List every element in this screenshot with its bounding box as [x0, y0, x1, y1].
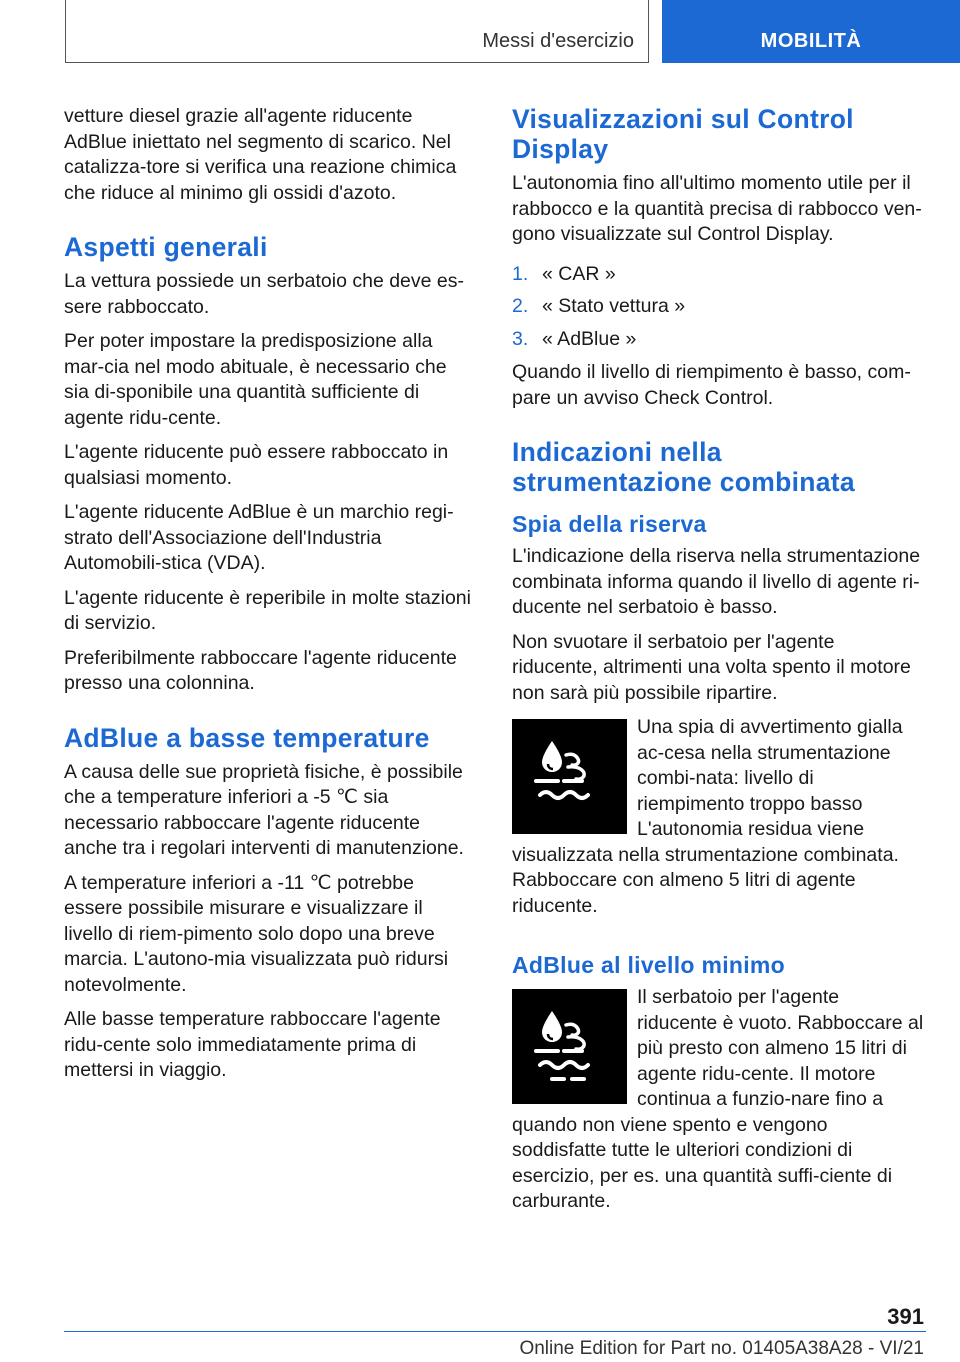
list-item [512, 262, 924, 288]
low-temperature-paragraph-3: Alle basse temperature rabboccare l'agente ridu-cente solo immediatamente prima di mettersi in viaggio. [64, 1008, 441, 1081]
general-paragraph-5: L'agente riducente è reperibile in molte stazioni di servizio. [64, 586, 471, 634]
step-number: 1. [512, 262, 529, 285]
general-paragraph-1: La vettura possiede un serbatoio che deve es-sere rabboccato. [64, 270, 465, 318]
step-text: « Stato vettura » [542, 295, 686, 317]
adblue-minimum-heading: AdBlue al livello minimo [512, 952, 786, 978]
footer-divider [64, 1331, 926, 1332]
general-heading: Aspetti generali [64, 232, 268, 262]
general-paragraph-6: Preferibilmente rabboccare l'agente riducente presso una colonnina. [64, 646, 457, 694]
adblue-empty-warning-icon [512, 989, 627, 1104]
general-paragraph-3: L'agente riducente può essere rabboccato in qualsiasi momento. [64, 441, 449, 489]
header-chapter-label: MOBILITÀ [760, 30, 862, 52]
control-display-paragraph-2: Quando il livello di riempimento è basso, com-pare un avviso Check Control. [512, 361, 911, 409]
reserve-indicator-heading: Spia della riserva [512, 511, 707, 537]
right-column [512, 104, 924, 1224]
header-section-box [65, 0, 649, 63]
header-section-title: Messi d'esercizio [482, 30, 634, 52]
low-temperature-paragraph-1: A causa delle sue proprietà fisiche, è possibile che a temperature inferiori a -5 ℃ sia necessario rabboccare l'agente riducente anche tra i regolari interventi di manutenzione. [64, 760, 464, 859]
control-display-paragraph-1: L'autonomia fino all'ultimo momento utile per il rabbocco e la quantità precisa di rabbocco ven-gono visualizzate sul Control Display. [512, 172, 922, 245]
intro-paragraph: vetture diesel grazie all'agente riducente AdBlue iniettato nel segmento di scarico. Nel catalizza-tore si verifica una reazione chimica che riduce al minimo gli ossidi d'azoto. [64, 105, 457, 204]
list-item [512, 294, 924, 320]
general-paragraph-2: Per poter impostare la predisposizione alla mar-cia nel modo abituale, è necessario che sia di-sponibile una quantità sufficiente di agente ridu-cente. [64, 330, 447, 429]
left-column [64, 104, 476, 1093]
step-text: « CAR » [542, 262, 616, 285]
reserve-paragraph-3: Una spia di avvertimento gialla ac-cesa nella strumentazione combi-nata: livello di riempimento troppo basso L'autonomia residua viene visualizzata nella strumentazione combinata. Rabboccare con almeno 5 litri di agente riducente. [512, 716, 903, 917]
general-paragraph-4: L'agente riducente AdBlue è un marchio regi-strato dell'Associazione dell'Industria Automobili-stica (VDA). [64, 501, 454, 574]
step-number: 3. [512, 327, 529, 350]
instrument-cluster-heading: Indicazioni nella strumentazione combinata [512, 437, 855, 497]
adblue-reserve-warning-icon [512, 719, 627, 834]
low-temperature-heading: AdBlue a basse temperature [64, 722, 430, 753]
footer-edition-text: Online Edition for Part no. 01405A38A28 - VI/21 [519, 1338, 924, 1359]
list-item [512, 327, 924, 353]
step-number: 2. [512, 295, 529, 317]
header-chapter-tab[interactable] [662, 0, 960, 63]
minimum-paragraph-1: Il serbatoio per l'agente riducente è vuoto. Rabboccare al più presto con almeno 15 litri di agente ridu-cente. Il motore continua a funzio-nare fino a quando non viene spento e vengono soddisfatte tutte le ulteriori condizioni di esercizio, per es. una quantità suffi-ciente di carburante. [512, 986, 924, 1212]
page-number: 391 [887, 1304, 924, 1329]
step-text: « AdBlue » [542, 327, 637, 350]
control-display-heading: Visualizzazioni sul Control Display [512, 104, 854, 164]
low-temperature-paragraph-2: A temperature inferiori a -11 ℃ potrebbe essere possibile misurare e visualizzare il livello di riem-pimento solo dopo una breve marcia. L'autono-mia visualizzata può ridursi notevolmente. [64, 871, 449, 996]
reserve-paragraph-2: Non svuotare il serbatoio per l'agente riducente, altrimenti una volta spento il motore non sarà più possibile ripartire. [512, 630, 911, 704]
reserve-paragraph-1: L'indicazione della riserva nella strumentazione combinata informa quando il livello di agente ri-ducente nel serbatoio è basso. [512, 545, 921, 618]
menu-steps-list [512, 262, 924, 353]
